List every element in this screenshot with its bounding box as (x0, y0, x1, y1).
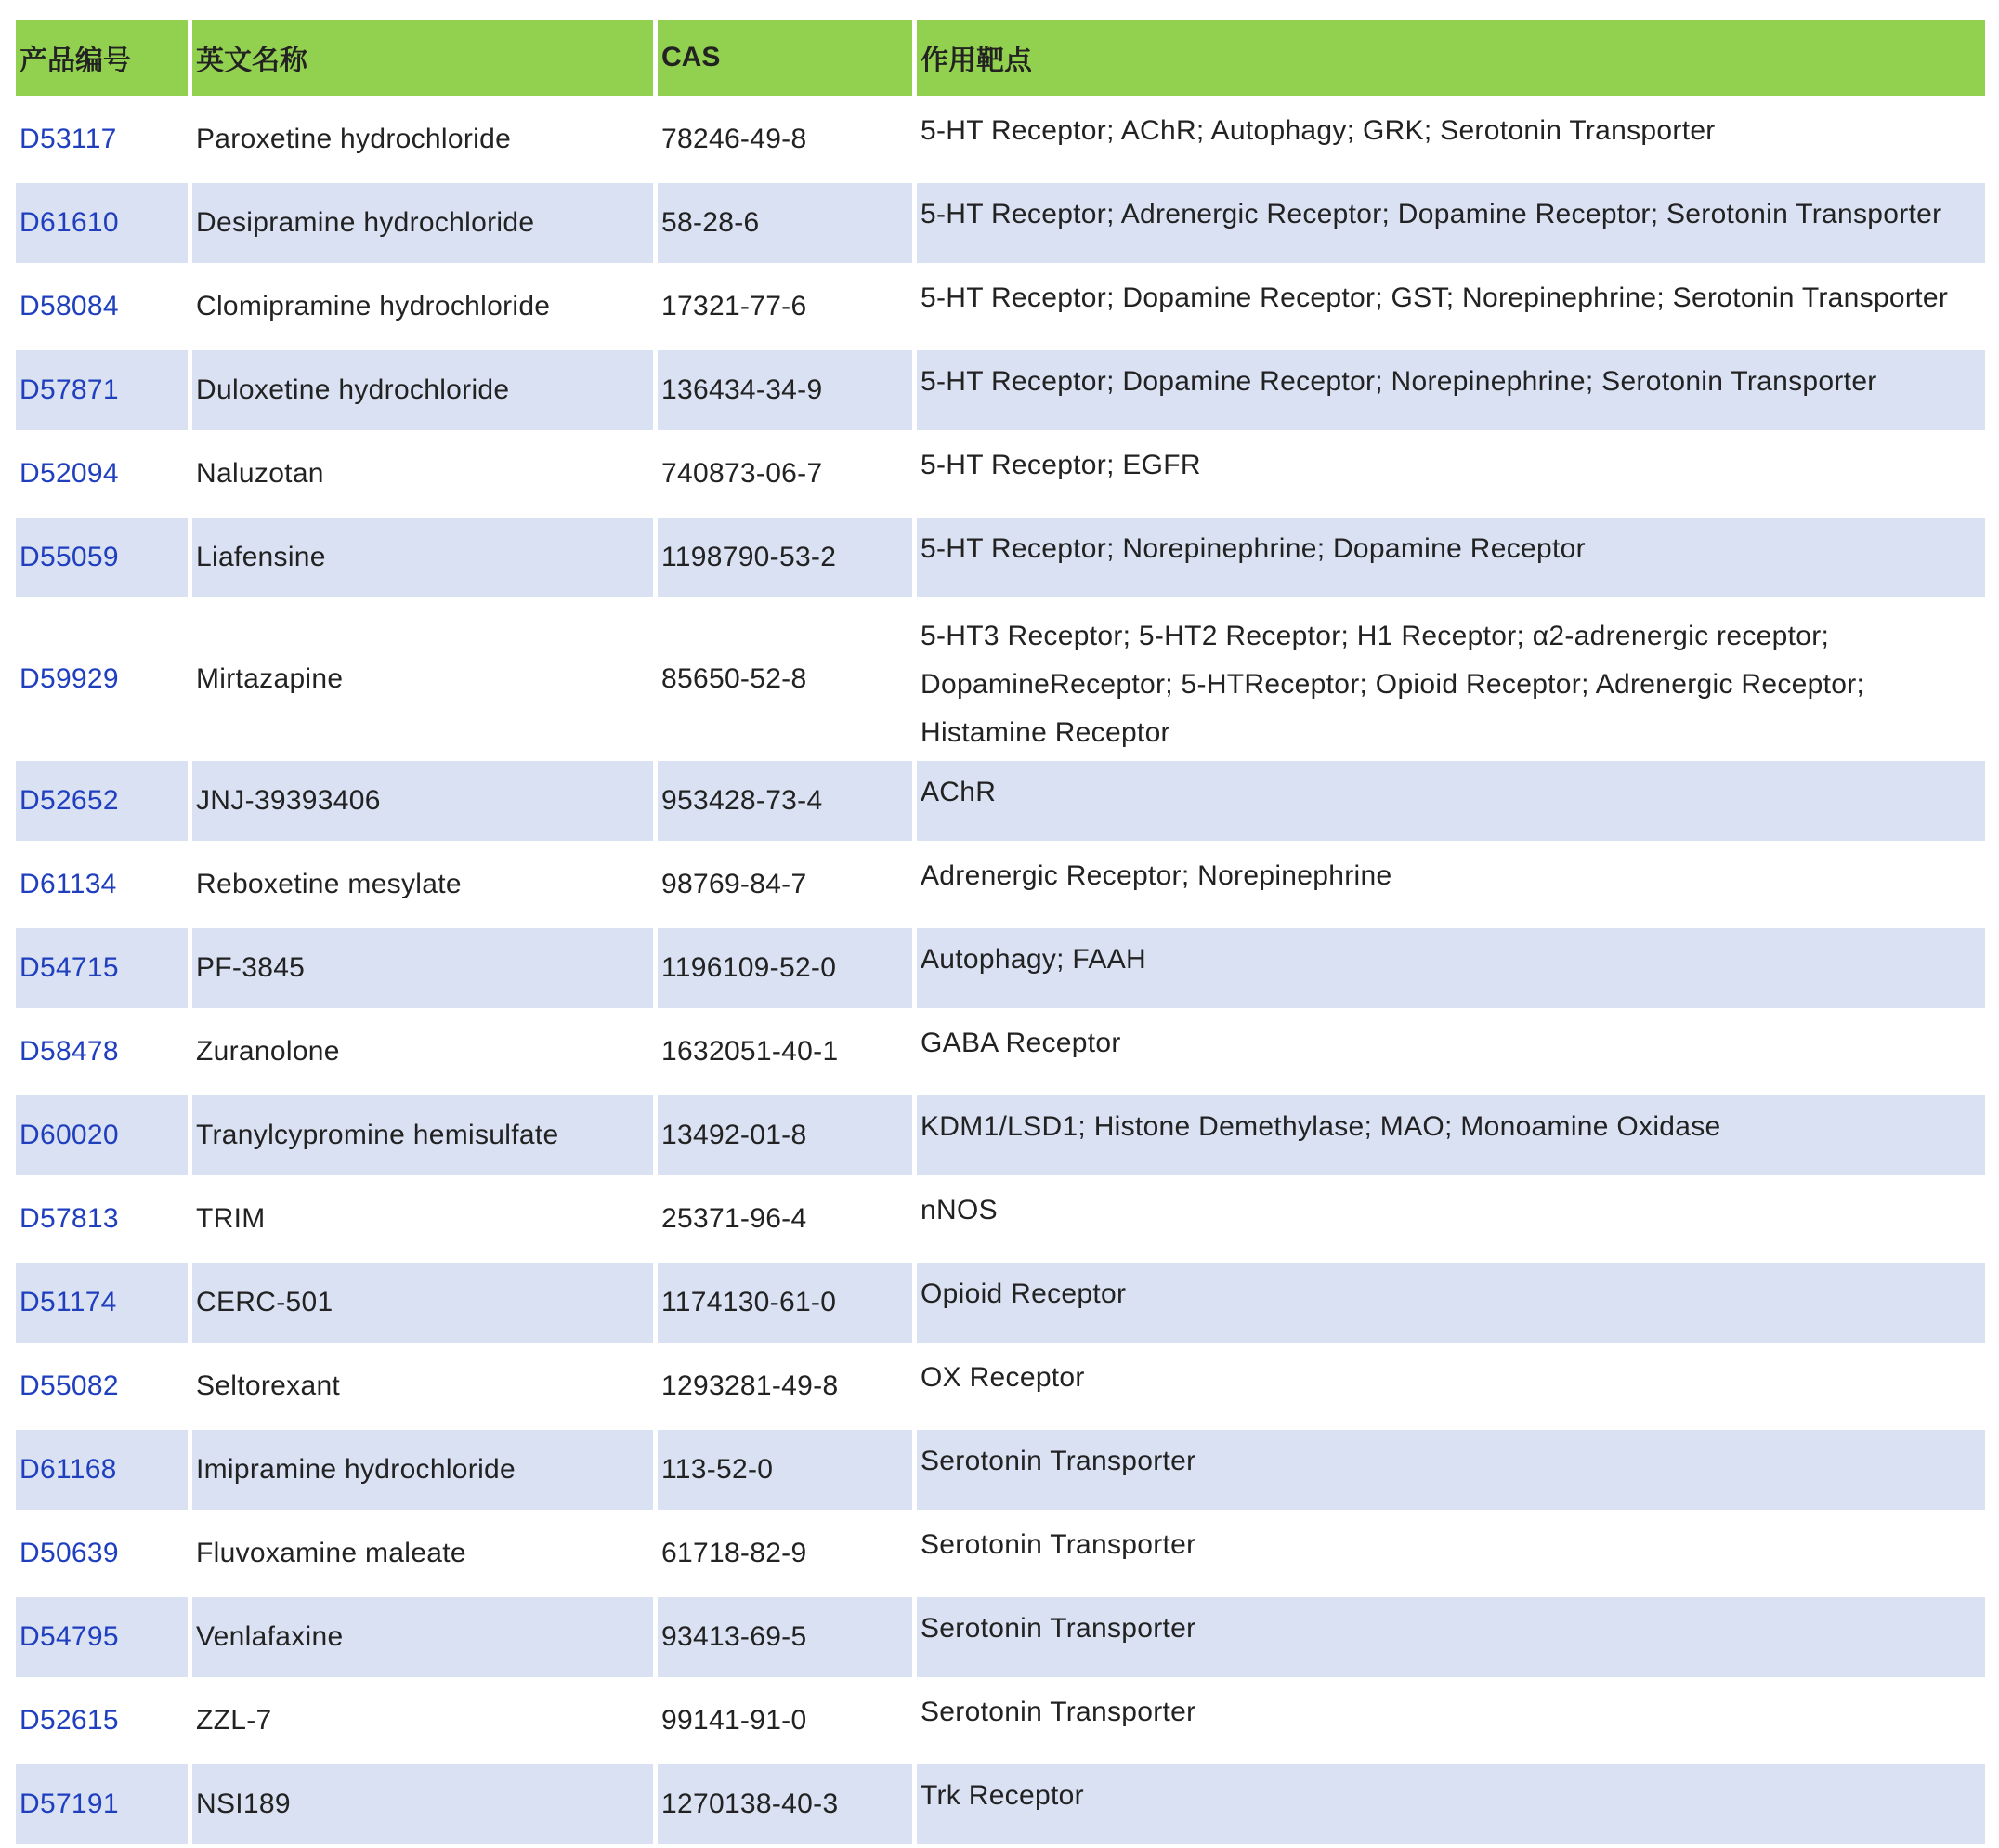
table-row (16, 1764, 1985, 1844)
product-id-link[interactable]: D53117 (16, 99, 188, 179)
product-name: Liafensine (192, 518, 653, 597)
table-body (16, 99, 1985, 1844)
target-cell: 5-HT Receptor; Dopamine Receptor; Norepinephrine; Serotonin Transporter (917, 350, 1985, 430)
header-target: 作用靶点 (917, 20, 1985, 96)
cas-number: 85650-52-8 (658, 601, 912, 757)
table-row (16, 1681, 1985, 1761)
cas-number: 61718-82-9 (658, 1514, 912, 1593)
target-cell: Serotonin Transporter (917, 1430, 1985, 1510)
product-id-link[interactable]: D55059 (16, 518, 188, 597)
header-cas: CAS (658, 20, 912, 96)
cas-number: 1293281-49-8 (658, 1346, 912, 1426)
table-row (16, 518, 1985, 597)
target-line: DopamineReceptor; 5-HTReceptor; Opioid Receptor; Adrenergic Receptor; (921, 669, 1865, 700)
target-cell: Adrenergic Receptor; Norepinephrine (917, 845, 1985, 924)
table-row (16, 1012, 1985, 1092)
cas-number: 78246-49-8 (658, 99, 912, 179)
target-cell: Serotonin Transporter (917, 1597, 1985, 1677)
product-id-link[interactable]: D58084 (16, 267, 188, 347)
product-table (11, 16, 1990, 1848)
target-cell: Opioid Receptor (917, 1263, 1985, 1343)
target-cell: GABA Receptor (917, 1012, 1985, 1092)
cas-number: 1196109-52-0 (658, 928, 912, 1008)
target-cell: 5-HT Receptor; EGFR (917, 434, 1985, 514)
cas-number: 25371-96-4 (658, 1179, 912, 1259)
product-name: JNJ-39393406 (192, 761, 653, 841)
product-id-link[interactable]: D54715 (16, 928, 188, 1008)
header-english-name: 英文名称 (192, 20, 653, 96)
product-id-link[interactable]: D59929 (16, 601, 188, 757)
product-name: Duloxetine hydrochloride (192, 350, 653, 430)
product-name: Reboxetine mesylate (192, 845, 653, 924)
product-id-link[interactable]: D58478 (16, 1012, 188, 1092)
target-cell: Trk Receptor (917, 1764, 1985, 1844)
cas-number: 740873-06-7 (658, 434, 912, 514)
product-id-link[interactable]: D54795 (16, 1597, 188, 1677)
product-name: PF-3845 (192, 928, 653, 1008)
table-row (16, 99, 1985, 179)
table-row (16, 1430, 1985, 1510)
table-row (16, 1095, 1985, 1175)
product-id-link[interactable]: D51174 (16, 1263, 188, 1343)
product-name: TRIM (192, 1179, 653, 1259)
product-id-link[interactable]: D57191 (16, 1764, 188, 1844)
product-id-link[interactable]: D52652 (16, 761, 188, 841)
target-cell: 5-HT Receptor; Adrenergic Receptor; Dopamine Receptor; Serotonin Transporter (917, 183, 1985, 263)
product-id-link[interactable]: D61168 (16, 1430, 188, 1510)
product-id-link[interactable]: D52094 (16, 434, 188, 514)
product-table-container (16, 16, 1985, 1848)
product-id-link[interactable]: D60020 (16, 1095, 188, 1175)
target-cell: Serotonin Transporter (917, 1681, 1985, 1761)
cas-number: 99141-91-0 (658, 1681, 912, 1761)
target-cell: AChR (917, 761, 1985, 841)
table-row (16, 928, 1985, 1008)
product-id-link[interactable]: D55082 (16, 1346, 188, 1426)
target-cell: KDM1/LSD1; Histone Demethylase; MAO; Monoamine Oxidase (917, 1095, 1985, 1175)
product-id-link[interactable]: D57871 (16, 350, 188, 430)
table-row (16, 267, 1985, 347)
target-cell: OX Receptor (917, 1346, 1985, 1426)
table-row (16, 350, 1985, 430)
cas-number: 113-52-0 (658, 1430, 912, 1510)
product-name: ZZL-7 (192, 1681, 653, 1761)
target-cell: Serotonin Transporter (917, 1514, 1985, 1593)
cas-number: 1632051-40-1 (658, 1012, 912, 1092)
cas-number: 1270138-40-3 (658, 1764, 912, 1844)
product-name: Naluzotan (192, 434, 653, 514)
product-name: Imipramine hydrochloride (192, 1430, 653, 1510)
product-name: Venlafaxine (192, 1597, 653, 1677)
table-row (16, 1346, 1985, 1426)
product-id-link[interactable]: D61134 (16, 845, 188, 924)
table-row (16, 183, 1985, 263)
target-cell: 5-HT Receptor; Norepinephrine; Dopamine Receptor (917, 518, 1985, 597)
product-name: Paroxetine hydrochloride (192, 99, 653, 179)
target-cell (917, 601, 1985, 757)
target-cell: nNOS (917, 1179, 1985, 1259)
product-name: Seltorexant (192, 1346, 653, 1426)
product-name: Clomipramine hydrochloride (192, 267, 653, 347)
cas-number: 98769-84-7 (658, 845, 912, 924)
product-name: Tranylcypromine hemisulfate (192, 1095, 653, 1175)
cas-number: 953428-73-4 (658, 761, 912, 841)
product-name: CERC-501 (192, 1263, 653, 1343)
product-name: Mirtazapine (192, 601, 653, 757)
target-cell: Autophagy; FAAH (917, 928, 1985, 1008)
product-name: Zuranolone (192, 1012, 653, 1092)
table-row (16, 761, 1985, 841)
cas-number: 58-28-6 (658, 183, 912, 263)
target-cell: 5-HT Receptor; AChR; Autophagy; GRK; Serotonin Transporter (917, 99, 1985, 179)
target-cell: 5-HT Receptor; Dopamine Receptor; GST; Norepinephrine; Serotonin Transporter (917, 267, 1985, 347)
table-header-row (16, 20, 1985, 96)
target-line: 5-HT3 Receptor; 5-HT2 Receptor; H1 Receptor; α2-adrenergic receptor; (921, 621, 1830, 651)
product-id-link[interactable]: D61610 (16, 183, 188, 263)
product-name: Desipramine hydrochloride (192, 183, 653, 263)
target-line: Histamine Receptor (921, 717, 1170, 748)
table-row (16, 1597, 1985, 1677)
product-id-link[interactable]: D50639 (16, 1514, 188, 1593)
table-row (16, 434, 1985, 514)
cas-number: 17321-77-6 (658, 267, 912, 347)
table-row (16, 845, 1985, 924)
product-id-link[interactable]: D52615 (16, 1681, 188, 1761)
product-name: NSI189 (192, 1764, 653, 1844)
header-product-id: 产品编号 (16, 20, 188, 96)
cas-number: 93413-69-5 (658, 1597, 912, 1677)
table-row (16, 1263, 1985, 1343)
table-row (16, 1514, 1985, 1593)
cas-number: 1174130-61-0 (658, 1263, 912, 1343)
table-row (16, 601, 1985, 757)
table-row (16, 1179, 1985, 1259)
cas-number: 136434-34-9 (658, 350, 912, 430)
product-id-link[interactable]: D57813 (16, 1179, 188, 1259)
cas-number: 1198790-53-2 (658, 518, 912, 597)
cas-number: 13492-01-8 (658, 1095, 912, 1175)
product-name: Fluvoxamine maleate (192, 1514, 653, 1593)
